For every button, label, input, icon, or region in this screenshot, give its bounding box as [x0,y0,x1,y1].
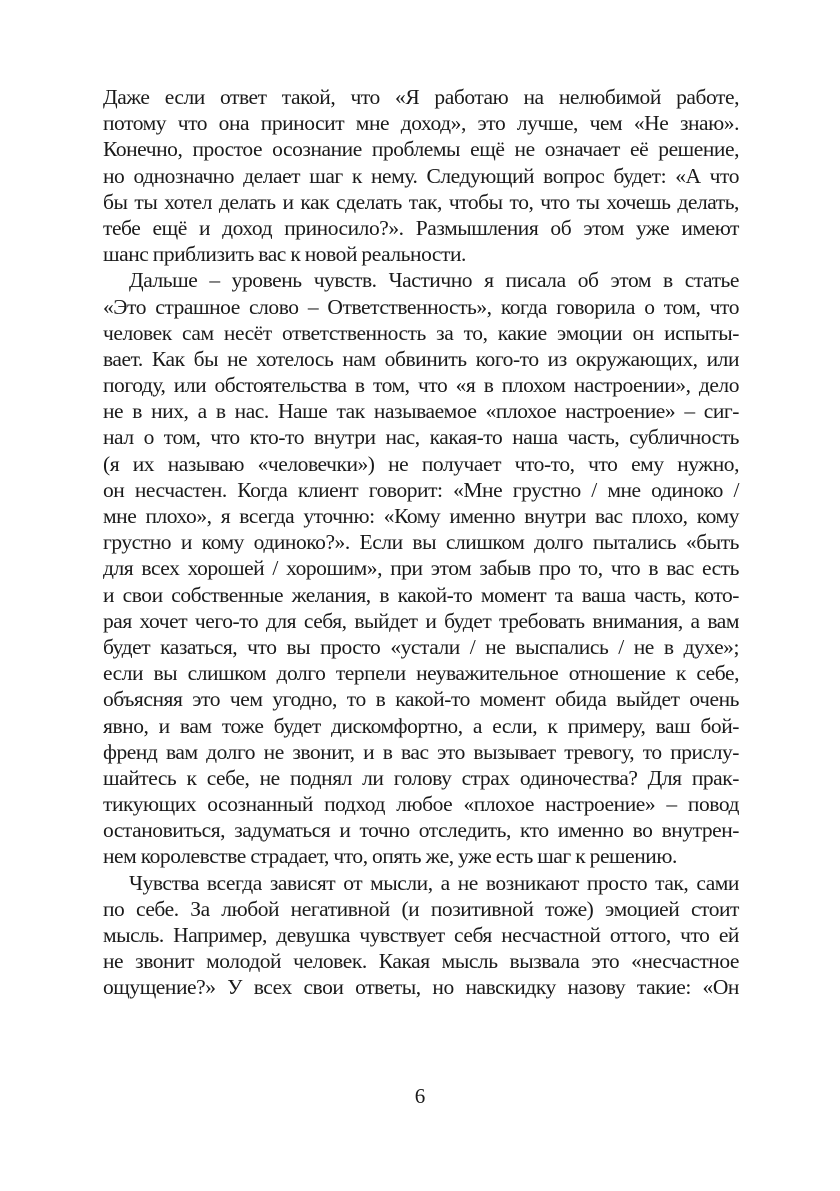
text-line: мысль. Например, девушка чувствует себя несчастной оттого, что ей [103,923,739,947]
text-line: бы ты хотел делать и как сделать так, чтобы то, что ты хочешь делать, [103,189,739,214]
paragraph [103,84,739,267]
text-line: «Это страшное слово – Ответственность», когда говорила о том, что [103,294,739,319]
text-line: не звонит молодой человек. Какая мысль вызвала это «несчастное [103,949,739,974]
text-line: человек сам несёт ответственность за то, какие эмоции он испыты- [103,320,739,345]
text-line: шанс приблизить вас к новой реальности. [103,242,466,267]
text-line: но однозначно делает шаг к нему. Следующий вопрос будет: «А что [103,163,739,188]
text-line: Даже если ответ такой, что «Я работаю на нелюбимой работе, [103,85,739,109]
text-line: будет казаться, что вы просто «устали / не выспались / не в духе»; [103,634,739,659]
text-line: мне плохо», я всегда уточню: «Кому именно внутри вас плохо, кому [103,504,739,528]
page-body [103,84,739,1001]
text-line: он несчастен. Когда клиент говорит: «Мне грустно / мне одиноко / [103,477,739,502]
text-line: грустно и кому одиноко?». Если вы слишком долго пытались «быть [103,530,739,555]
text-line: (я их называю «человечки») не получает что-то, что ему нужно, [103,451,739,476]
text-line: Дальше – уровень чувств. Частично я писала об этом в статье [129,268,739,293]
text-line: нем королевстве страдает, что, опять же, уже есть шаг к решению. [103,844,677,869]
text-line: тебе ещё и доход приносило?». Размышления об этом уже имеют [103,215,739,240]
text-line: объясняя это чем угодно, то в какой-то момент обида выйдет очень [103,687,739,712]
text-line: вает. Как бы не хотелось нам обвинить кого-то из окружающих, или [103,346,739,371]
text-line: и свои собственные желания, в какой-то момент та ваша часть, кото- [103,582,739,607]
text-line: для всех хорошей / хорошим», при этом забыв про то, что в вас есть [103,556,739,581]
text-line: не в них, а в нас. Наше так называемое «плохое настроение» – сиг- [103,399,739,424]
text-line: Конечно, простое осознание проблемы ещё не означает её решение, [103,137,739,162]
paragraph [103,870,739,1001]
text-line: потому что она приносит мне доход», это лучше, чем «Не знаю». [103,111,739,136]
text-line: рая хочет чего-то для себя, выйдет и будет требовать внимания, а вам [103,608,739,633]
text-line: ощущение?» У всех свои ответы, но навскидку назову такие: «Он [103,975,739,1000]
text-line: по себе. За любой негативной (и позитивной тоже) эмоцией стоит [103,896,739,921]
text-line: тикующих осознанный подход любое «плохое настроение» – повод [103,792,739,817]
text-line: френд вам долго не звонит, и в вас это вызывает тревогу, то прислу- [103,739,739,764]
page-number: 6 [414,1084,426,1108]
text-line: если вы слишком долго терпели неуважительное отношение к себе, [103,661,739,686]
text-line: Чувства всегда зависят от мысли, а не возникают просто так, сами [129,870,739,895]
text-line: остановиться, задуматься и точно отследить, кто именно во внутрен- [103,818,739,843]
text-line: погоду, или обстоятельства в том, что «я в плохом настроении», дело [103,373,739,398]
text-line: явно, и вам тоже будет дискомфортно, а если, к примеру, ваш бой- [103,713,739,738]
text-line: шайтесь к себе, не поднял ли голову страх одиночества? Для прак- [103,765,739,790]
paragraph [103,267,739,869]
text-line: нал о том, что кто-то внутри нас, какая-то наша часть, субличность [103,425,739,450]
